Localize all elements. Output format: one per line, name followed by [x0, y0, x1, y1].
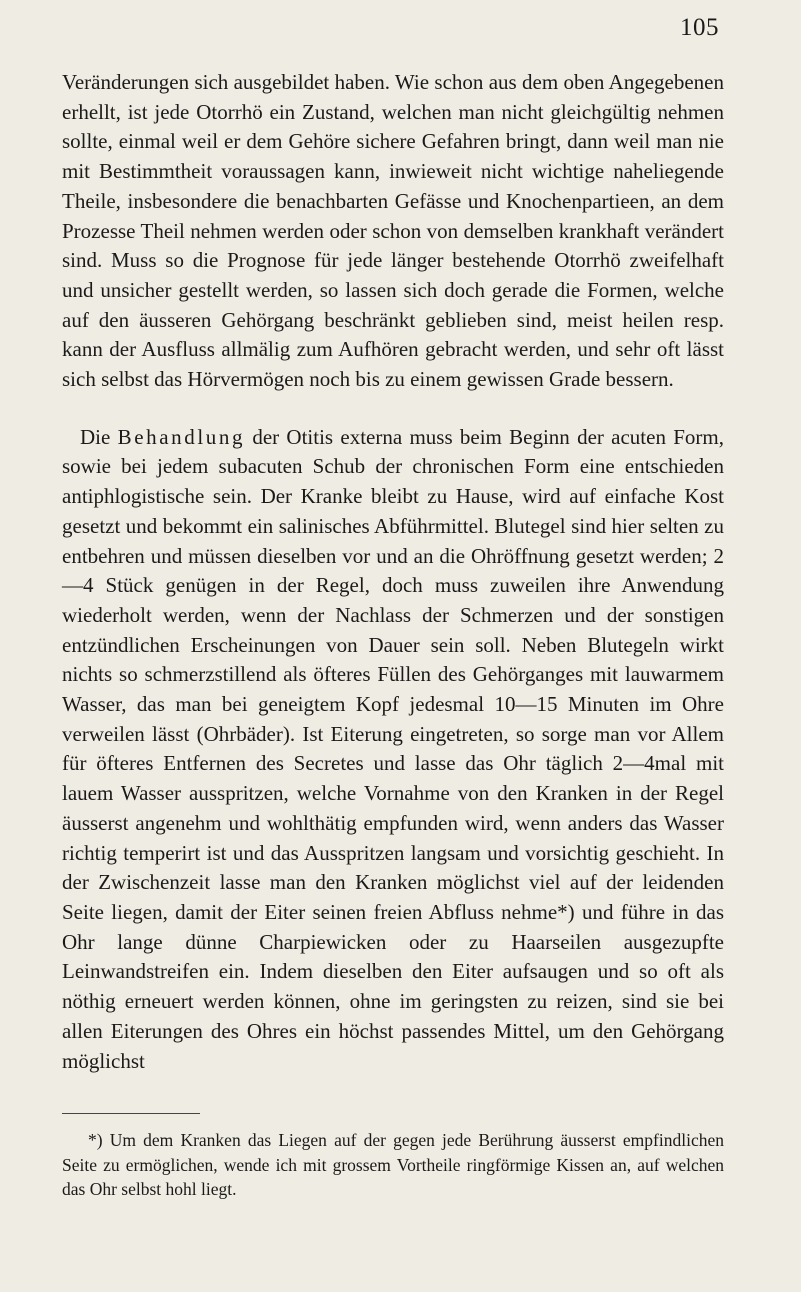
- paragraph-text: der Otitis externa muss beim Beginn der acuten Form, sowie bei jedem subacuten Schub der chronischen Form eine entschieden antiphlogistische sein. Der Kranke bleibt zu Hause, wird auf einfache Kost gesetzt und bekommt ein salinisches Abführmittel. Blutegel sind hier selten zu entbehren und müssen dieselben vor und an die Ohröffnung gesetzt werden; 2—4 Stück genügen in der Regel, doch muss zuweilen ihre Anwendung wiederholt werden, wenn der Nachlass der Schmerzen und der sonstigen entzündlichen Erscheinungen von Dauer sein soll. Neben Blutegeln wirkt nichts so schmerzstillend als öfteres Füllen des Gehörganges mit lauwarmem Wasser, das man bei geneigtem Kopf jedesmal 10—15 Minuten im Ohre verweilen lässt (Ohrbäder). Ist Eiterung eingetreten, so sorge man vor Allem für öfteres Entfernen des Secretes und lasse das Ohr täglich 2—4mal mit lauem Wasser ausspritzen, welche Vornahme von den Kranken in der Regel äusserst angenehm und wohlthätig empfunden wird, wenn anders das Wasser richtig temperirt ist und das Ausspritzen langsam und vorsichtig geschieht. In der Zwischenzeit lasse man den Kranken möglichst viel auf der leidenden Seite liegen, damit der Eiter seinen freien Abfluss nehme*) und führe in das Ohr lange dünne Charpiewicken oder zu Haarseilen ausgezupfte Leinwandstreifen ein. Indem dieselben den Eiter aufsaugen und so oft als nöthig erneuert werden können, ohne im geringsten zu reizen, sind sie bei allen Eiterungen des Ohres ein höchst passendes Mittel, um den Gehörgang möglichst: [62, 424, 724, 1073]
- paragraph-prognosis: Veränderungen sich ausgebildet haben. Wie schon aus dem oben Angegebenen erhellt, ist jede Otorrhö ein Zustand, welchen man nicht gleichgültig nehmen sollte, einmal weil er dem Gehöre sichere Gefahren bringt, dann weil man nie mit Bestimmtheit voraussagen kann, inwieweit nicht wichtige naheliegende Theile, insbesondere die benachbarten Gefässe und Knochenpartieen, an dem Prozesse Theil nehmen werden oder schon von demselben krankhaft verändert sind. Muss so die Prognose für jede länger bestehende Otorrhö zweifelhaft und unsicher gestellt werden, so lassen sich doch gerade die Formen, welche auf den äusseren Gehörgang beschränkt geblieben sind, meist heilen resp. kann der Ausfluss allmälig zum Aufhören gebracht werden, und sehr oft lässt sich selbst das Hörvermögen noch bis zu einem gewissen Grade bessern.: [62, 70, 724, 392]
- page-number: 105: [680, 14, 719, 41]
- body-text: [62, 68, 724, 1076]
- footnote-rule: [62, 1113, 200, 1114]
- paragraph-gap: [62, 395, 724, 423]
- footnote: *) Um dem Kranken das Liegen auf der gegen jede Berührung äusserst empfindlichen Seite zu ermöglichen, wende ich mit grossem Vortheile ringförmige Kissen an, auf welchen das Ohr selbst hohl liegt.: [62, 1130, 724, 1199]
- paragraph-lead: Die: [80, 424, 118, 449]
- paragraph-treatment: [62, 423, 724, 1076]
- spaced-keyword: Behandlung: [117, 424, 246, 449]
